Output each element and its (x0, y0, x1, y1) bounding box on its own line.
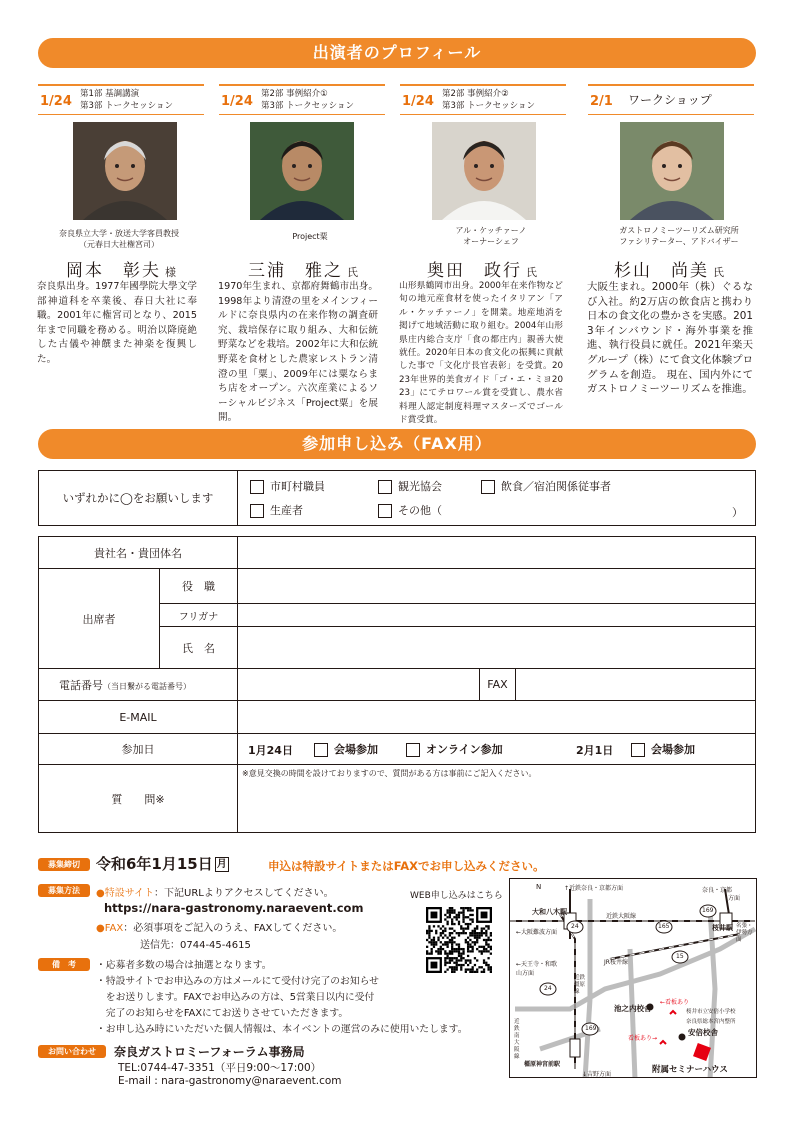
fax-number: 送信先：0744-45-4615 (140, 940, 251, 951)
profile-sessions (628, 94, 712, 106)
site-url[interactable]: https://nara-gastronomy.naraevent.com (104, 901, 364, 915)
apply-section-header: 参加申し込み（FAX用） (38, 429, 756, 459)
profile-session2: 第3部 トークセッション (80, 101, 173, 111)
profile-session1: 第2部 事例紹介② (442, 89, 509, 99)
deadline-date: 令和6年1月15日 月 (96, 855, 227, 873)
fax-line: ●FAX：必須事項をご記入のうえ、FAXしてください。 (96, 923, 343, 934)
option-food-lodging[interactable]: 飲食／宿泊関係従事者 (481, 478, 611, 494)
checkbox-icon[interactable] (314, 743, 328, 757)
web-note: WEB申し込みはこちら (410, 891, 503, 901)
route-shield-icon: 24 (544, 985, 552, 992)
profile-session2: 第3部 トークセッション (261, 101, 354, 111)
map-label: 看板あり→ (628, 1035, 658, 1042)
map-label: ←大阪難波方面 (516, 929, 558, 936)
north-arrow-icon: N (536, 883, 542, 891)
profile-card (588, 84, 754, 115)
email-label: E-MAIL (39, 701, 238, 734)
date-label: 参加日 (39, 734, 238, 765)
profile-session1: 第1部 基調講演 (80, 89, 140, 99)
phone-label: 電話番号 (59, 678, 103, 692)
profile-session-header (38, 84, 204, 115)
profile-date: 2/1 (590, 94, 613, 109)
day1-venue-option[interactable]: 会場参加 (314, 741, 378, 757)
checkbox-icon[interactable] (250, 480, 264, 494)
speaker-name: 三浦 雅之 氏 (248, 261, 358, 281)
station-icon (570, 1039, 580, 1057)
note-badge: 備 考 (38, 958, 90, 971)
deadline-badge: 募集締切 (38, 858, 90, 871)
profile-session-header (400, 84, 566, 115)
speaker-bio: 1970年生まれ、京都府舞鶴市出身。1998年より清澄の里をメインフィールドに奈良県内の在来作物の調査研究、栽培保存に取り組み、大和伝統野菜などを栽培。2002年に大和伝統野菜を食材とした農家レストラン清澄の里「粟」、2009年には粟ならまち店をオープン。六次産業によるソーシャルビジネス「Project粟」を展開。 (218, 281, 378, 424)
speaker-bio: 奈良県出身。1977年國學院大學文学部神道科を卒業後、春日大社に奉職。2001年に権宮司となり、2015年まで同職を務める。明治以降廃絶した古儀や神饌また神楽を復興した。 (37, 281, 197, 365)
position-input[interactable] (238, 569, 756, 604)
name-input[interactable] (238, 627, 756, 669)
deadline-note: 申込は特設サイトまたはFAXでお申し込みください。 (268, 859, 545, 873)
map-label: 奈良・京都 (702, 887, 733, 894)
checkbox-icon[interactable] (378, 504, 392, 518)
name-label: 氏 名 (160, 627, 238, 669)
question-note: ※意見交換の時間を設けておりますので、質問がある方は事前にご記入ください。 (242, 769, 537, 778)
speaker-title: 奈良県立大学・放送大学客員教授 (59, 229, 179, 238)
speaker-title: オーナーシェフ (463, 237, 519, 246)
map-label: 近鉄南大阪線 (514, 1019, 520, 1060)
checkbox-icon[interactable] (406, 743, 420, 757)
speaker-title: ガストロノミーツーリズム研究所 (619, 226, 739, 235)
phone-label-cell (39, 669, 238, 701)
speaker-name: 岡本 彰夫 様 (66, 261, 176, 281)
map-label: 方面 (728, 895, 741, 902)
office-email: E-mail : nara-gastronomy@naraevent.com (118, 1075, 342, 1087)
method-badge: 募集方法 (38, 884, 90, 897)
org-label: 貴社名・貴団体名 (39, 537, 238, 569)
speaker-photo (73, 122, 177, 220)
office-tel: TEL:0744-47-3351（平日9:00〜17:00） (118, 1062, 322, 1074)
speaker-honorific: 様 (165, 266, 176, 279)
map-label: 安倍校舎 (688, 1028, 718, 1037)
map-label: 桜井市立安倍小学校 (686, 1009, 736, 1015)
access-map (509, 878, 757, 1078)
day2-venue-option[interactable]: 会場参加 (631, 741, 695, 757)
speaker-title: （元春日大社権宮司） (79, 240, 159, 249)
route-shield-icon: 169 (702, 907, 714, 914)
speaker-bio: 山形県鶴岡市出身。2000年在来作物など旬の地元産食材を使ったイタリアン「アル・ケッチァーノ」を開業。地産地消を掲げて地域活動に取り組む。2004年山形県庄内総合支庁「食の都庄内」親善大使就任。2020年日本の食文化の振興に貢献した事で「文化庁長官表彰」を受賞。2023年世界的美食ガイド「ゴ・エ・ミヨ2023」にてテロワール賞を受賞し、農水省料理人認定制度料理マスターズでゴールド賞受賞。 (399, 281, 563, 426)
question-input[interactable] (238, 765, 756, 833)
map-label: 附属セミナーハウス (652, 1065, 728, 1075)
option-tourism[interactable]: 観光協会 (378, 478, 442, 494)
profile-session2: 第3部 トークセッション (442, 101, 535, 111)
map-label: ↓吉野方面 (582, 1071, 612, 1078)
attendee-label: 出席者 (39, 569, 160, 669)
day2-label: 2月1日 (576, 744, 614, 757)
position-label: 役 職 (160, 569, 238, 604)
phone-note: （当日繋がる電話番号） (103, 681, 191, 691)
speaker-name: 杉山 尚美 氏 (614, 261, 724, 281)
option-producer[interactable]: 生産者 (250, 502, 303, 518)
profile-date: 1/24 (221, 94, 253, 109)
option-municipal[interactable]: 市町村職員 (250, 478, 325, 494)
profile-card (219, 84, 385, 115)
profile-session1: ワークショップ (628, 93, 712, 107)
speaker-photo (620, 122, 724, 220)
day1-label: 1月24日 (248, 744, 293, 757)
map-label: ←天王寺・和歌山方面 (516, 961, 558, 977)
application-form (38, 536, 756, 833)
site-line: ●特設サイト：下記URLよりアクセスしてください。 (96, 888, 334, 899)
checkbox-icon[interactable] (378, 480, 392, 494)
profile-session1: 第2部 事例紹介① (261, 89, 328, 99)
speaker-bio: 大阪生まれ。2000年（株）ぐるなび入社。約2万店の飲食店と携わり日本の食文化の豊かさを実感。2013年インバウンド・海外事業を推進、執行役員に就任。2021年楽天グループ（株）にて食文化体験プログラムを創造。 現在、国内外にてガストロノミーツーリズムを推進。 (587, 281, 753, 396)
profile-sessions (80, 88, 173, 112)
profile-session-header (219, 84, 385, 115)
speaker-honorific: 氏 (347, 266, 358, 279)
profile-date: 1/24 (402, 94, 434, 109)
profile-sessions (261, 88, 354, 112)
speaker-photo (432, 122, 536, 220)
checkbox-icon[interactable] (250, 504, 264, 518)
fax-label: FAX (480, 669, 516, 701)
route-shield-icon: 24 (571, 923, 579, 930)
profile-section-header: 出演者のプロフィール (38, 38, 756, 68)
email-input[interactable] (238, 701, 756, 734)
map-label: 近鉄橿原線 (574, 975, 586, 995)
checkbox-icon[interactable] (481, 480, 495, 494)
category-label: いずれかに◯をお願いします (39, 471, 238, 526)
profile-card (38, 84, 204, 115)
map-label: JR桜井線 (604, 959, 628, 966)
category-table (38, 470, 756, 526)
speaker-title: アル・ケッチァーノ (455, 226, 527, 235)
route-shield-icon: 15 (676, 953, 684, 960)
option-other[interactable]: その他（ (378, 502, 442, 518)
speaker-photo (250, 122, 354, 220)
profile-sessions (442, 88, 535, 112)
speaker-name: 奥田 政行 氏 (427, 261, 537, 281)
route-shield-icon: 165 (658, 923, 670, 930)
deadline-day: 月 (216, 859, 227, 870)
map-label: 桜井駅 (712, 924, 733, 932)
map-label: 橿原神宮前駅 (524, 1061, 561, 1068)
profile-session-header (588, 84, 754, 115)
checkbox-icon[interactable] (631, 743, 645, 757)
contact-badge: お問い合わせ (38, 1045, 106, 1058)
phone-input[interactable] (238, 669, 480, 701)
other-close-paren: ） (732, 506, 743, 519)
date-options (238, 734, 756, 765)
org-input[interactable] (238, 537, 756, 569)
map-label: 名張・伊勢方面 (736, 923, 753, 943)
speaker-honorific: 氏 (526, 266, 537, 279)
profile-card (400, 84, 566, 115)
notes: ・応募者多数の場合は抽選となります。 ・特設サイトでお申込みの方はメールにて受付け完了のお知らせ をお送りします。FAXでお申込みの方は、5営業日以内に受付 完了のお知らせをFAXにてお送りさせていただきます。 ・お申し込み時にいただいた個人情報は、本イベントの運営のみに使用いたします。 (96, 960, 468, 1035)
map-label: ←看板あり (660, 999, 690, 1006)
category-options (238, 471, 756, 526)
furigana-input[interactable] (238, 604, 756, 627)
profile-date: 1/24 (40, 94, 72, 109)
day1-online-option[interactable]: オンライン参加 (406, 741, 503, 757)
office-name: 奈良ガストロミーフォーラム事務局 (114, 1045, 305, 1059)
question-label: 質 問※ (39, 765, 238, 833)
fax-input[interactable] (516, 669, 756, 701)
route-shield-icon: 169 (585, 1025, 597, 1032)
speaker-title: Project粟 (292, 232, 328, 241)
map-label: 大和八木駅 (532, 908, 567, 916)
speaker-honorific: 氏 (713, 266, 724, 279)
map-label: ↑近鉄奈良・京都方面 (564, 885, 624, 892)
speaker-title: ファシリテーター、アドバイザー (619, 237, 739, 246)
map-label: 池之内校舎 (614, 1004, 652, 1013)
map-label: 近鉄大阪線 (606, 913, 637, 920)
map-label: 奈良県総本宮内整所 (686, 1019, 736, 1025)
furigana-label: フリガナ (160, 604, 238, 627)
